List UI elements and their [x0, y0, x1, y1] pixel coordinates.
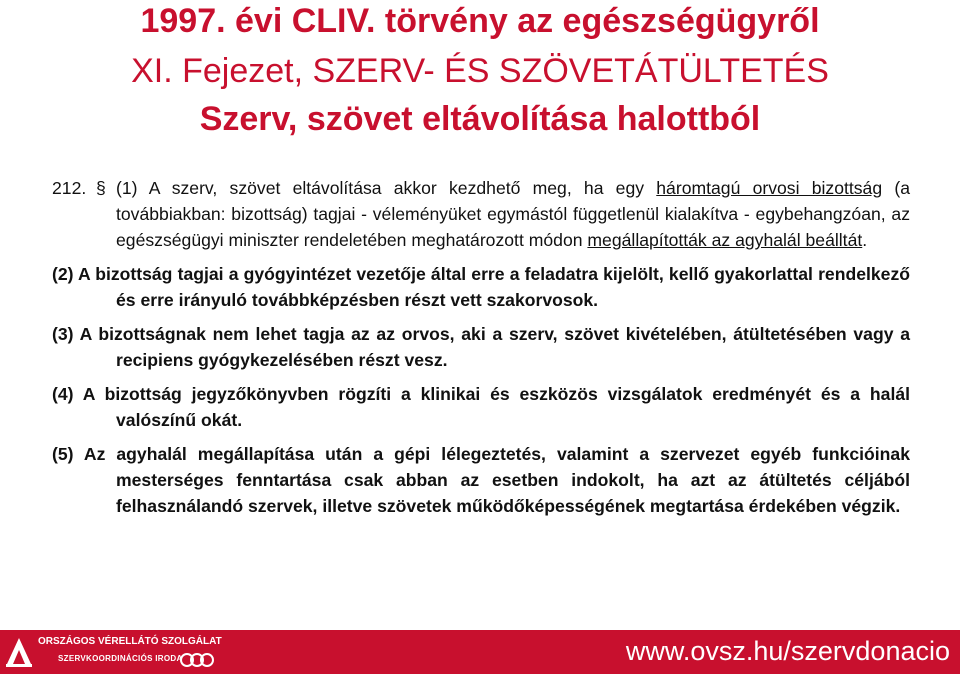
org-name: ORSZÁGOS VÉRELLÁTÓ SZOLGÁLAT: [38, 636, 222, 647]
rings-icon: [180, 652, 214, 668]
law-text: [52, 175, 910, 519]
ovsz-emblem-icon: [4, 634, 34, 668]
ovsz-logo[interactable]: [0, 630, 222, 674]
paragraph-1-underline-committee: háromtagú orvosi bizottság: [656, 178, 883, 198]
paragraph-5: (5) Az agyhalál megállapítása után a gépi lélegeztetés, valamint a szervezet egyéb funkcióinak mesterséges fenntartása csak abban az esetben indokolt, ha azt az átültetés céljából felhasználandó szervek, illetve szövetek működőképességének megtartása érdekében végzik.: [52, 444, 910, 516]
paragraph-1-underline-brain-death: megállapították az agyhalál beálltát: [587, 230, 863, 250]
paragraph-2: (2) A bizottság tagjai a gyógyintézet vezetője által erre a feladatra kijelölt, kellő gyakorlattal rendelkező és erre irányuló továbbképzésben részt vett szakorvosok.: [52, 264, 910, 310]
section-number: 212. §: [52, 178, 106, 198]
paragraph-1-text-b: (a továbbiakban: bizottság) tagjai - véleményüket egymástól függetlenül kialakítva - egybehangzóan, az egészségügyi miniszter rendeletében meghatározott módon: [116, 178, 910, 250]
section-symbol: §: [96, 178, 106, 198]
title-topic: Szerv, szövet eltávolítása halottból: [199, 100, 761, 138]
title-chapter: XI. Fejezet, SZERV- ÉS SZÖVETÁTÜLTETÉS: [131, 52, 829, 90]
title-law: 1997. évi CLIV. törvény az egészségügyről: [140, 2, 820, 40]
paragraph-3: (3) A bizottságnak nem lehet tagja az az orvos, aki a szerv, szövet kivételében, átültetésében vagy a recipiens gyógykezelésében részt vesz.: [52, 324, 910, 370]
paragraph-1-text-a: (1) A szerv, szövet eltávolítása akkor kezdhető meg, ha egy: [116, 178, 645, 198]
footer-bar: [0, 630, 960, 674]
website-link[interactable]: www.ovsz.hu/szervdonacio: [625, 636, 950, 666]
paragraph-1: [52, 175, 910, 253]
paragraph-1-text-c: .: [862, 230, 868, 250]
org-subtitle: SZERVKOORDINÁCIÓS IRODA: [58, 654, 183, 663]
paragraph-4: (4) A bizottság jegyzőkönyvben rögzíti a klinikai és eszközös vizsgálatok eredményét és a halál valószínű okát.: [52, 384, 910, 430]
